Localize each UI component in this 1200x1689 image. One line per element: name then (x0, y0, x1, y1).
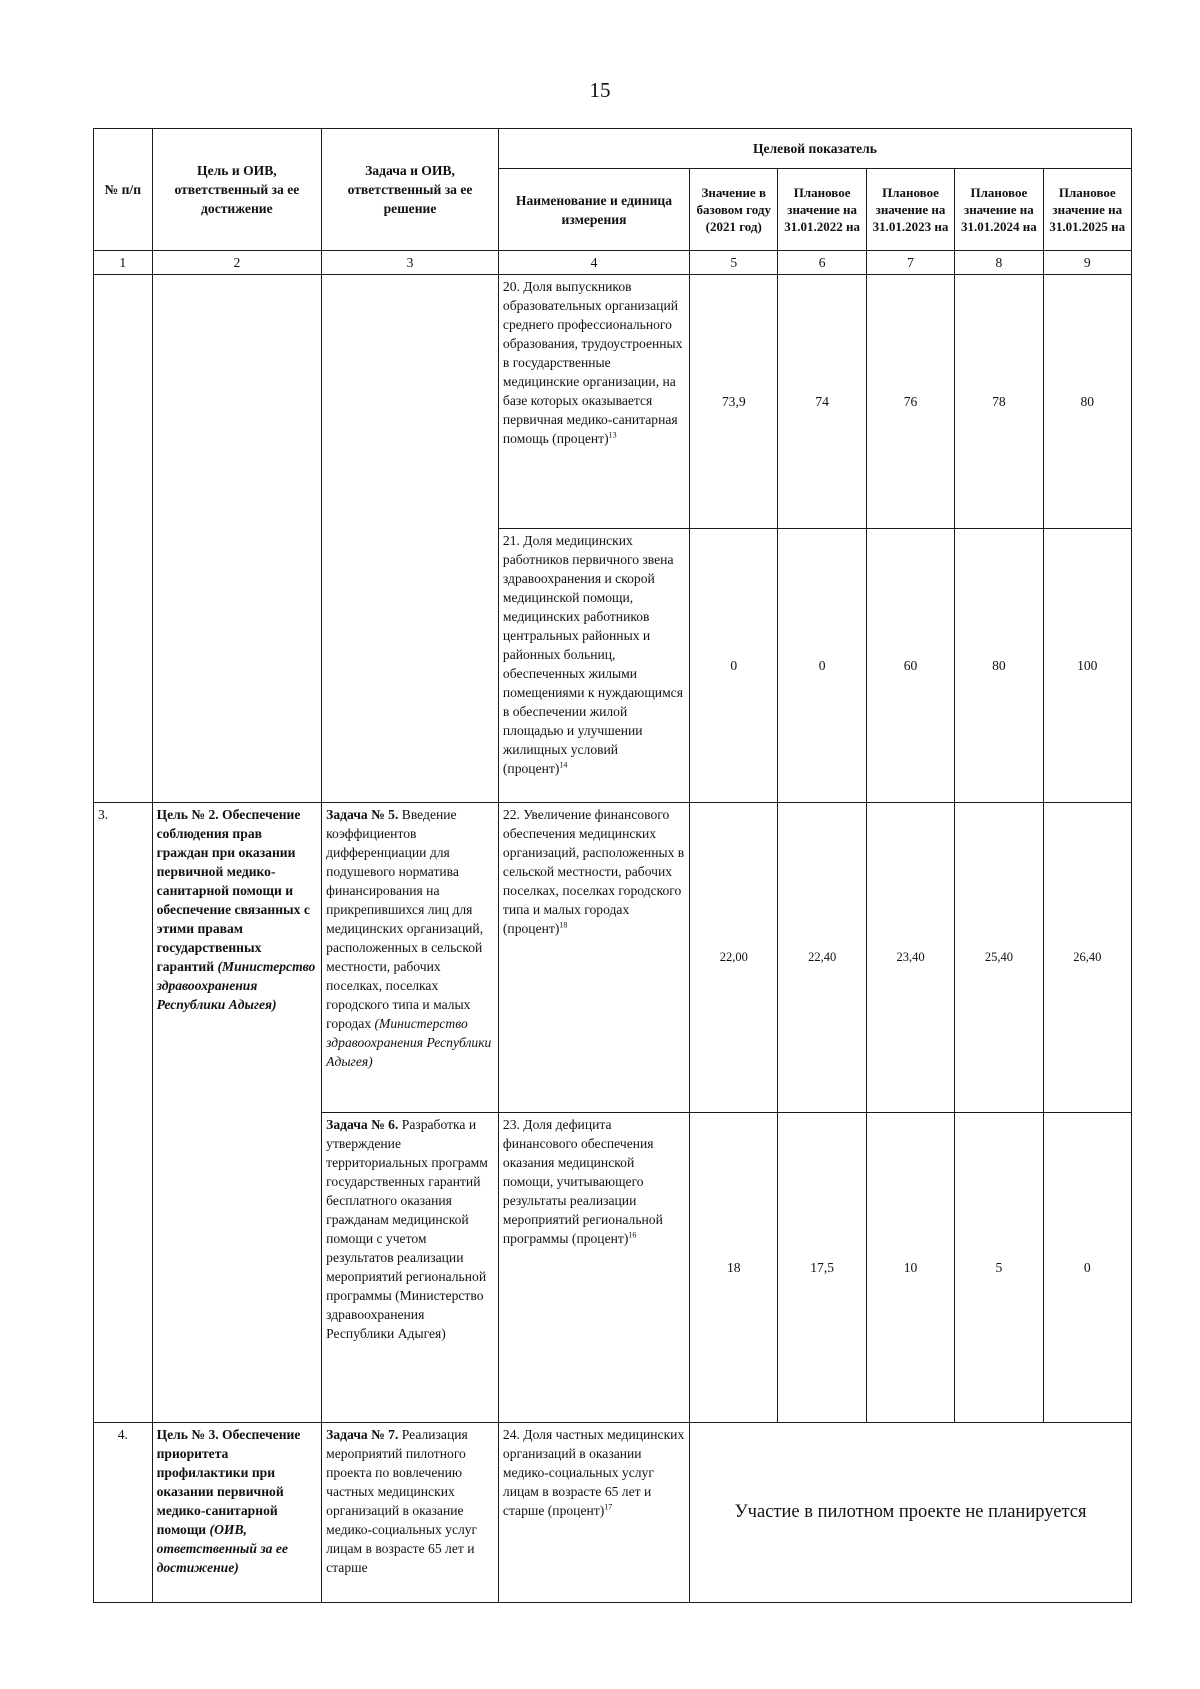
header-goal: Цель и ОИВ, ответственный за ее достижение (152, 129, 322, 251)
table-row (94, 1423, 1132, 1603)
empty-goal-cell (152, 275, 322, 803)
value-base: 73,9 (690, 275, 778, 529)
header-num: № п/п (94, 129, 153, 251)
row-number: 4. (94, 1423, 153, 1603)
task-7-label: Задача № 7. (326, 1427, 399, 1442)
footnote-ref: 18 (559, 920, 568, 930)
goal-3-oiv: (ОИВ, ответственный за ее достижение) (156, 1522, 288, 1575)
value-2022: 0 (778, 529, 866, 803)
column-number: 6 (778, 251, 866, 275)
task-6-cell (322, 1113, 499, 1423)
value-2024: 5 (955, 1113, 1043, 1423)
page-number: 15 (589, 78, 611, 102)
footnote-ref: 16 (628, 1230, 637, 1240)
indicator-22-text: 22. Увеличение финансового обеспечения медицинских организаций, расположенных в сельской местности, рабочих поселках, поселках городского типа и малых городах (процент) (502, 807, 685, 936)
task-5-text: Введение коэффициентов дифференциации для подушевого норматива финансирования на прикрепившихся лиц для медицинских организаций, расположенных в сельской местности, рабочих поселках, поселках городского типа и малых городах (326, 807, 484, 1031)
empty-num-cell (94, 275, 153, 803)
footnote-ref: 13 (608, 430, 617, 440)
value-2023: 10 (866, 1113, 954, 1423)
table-row (94, 275, 1132, 529)
value-2023: 76 (866, 275, 954, 529)
column-number: 4 (498, 251, 689, 275)
header-plan-2023: Плановое значение на 31.01.2023 на (866, 169, 954, 251)
header-plan-2022: Плановое значение на 31.01.2022 на (778, 169, 866, 251)
indicator-24-text: 24. Доля частных медицинских организаций в оказании медико-социальных услуг лицам в возрасте 65 лет и старше (процент) (502, 1427, 685, 1518)
task-7-cell (322, 1423, 499, 1603)
value-base: 22,00 (690, 803, 778, 1113)
value-2025: 80 (1043, 275, 1131, 529)
header-task: Задача и ОИВ, ответственный за ее решение (322, 129, 499, 251)
header-plan-2025: Плановое значение на 31.01.2025 на (1043, 169, 1131, 251)
indicator-20-text: 20. Доля выпускников образовательных организаций среднего профессионального образования, трудоустроенных в государственные медицинские организации, на базе которых оказывается первичная медико-санитарная помощь (процент) (502, 279, 683, 446)
value-2025: 100 (1043, 529, 1131, 803)
goal-3-text: Цель № 3. Обеспечение приоритета профилактики при оказании первичной медико-санитарной помощи (156, 1427, 301, 1537)
column-numbers-row (94, 251, 1132, 275)
goal-2-cell (152, 803, 322, 1423)
indicator-21-cell (498, 529, 689, 803)
task-7-text: Реализация мероприятий пилотного проекта по вовлечению частных медицинских организаций в оказание медико-социальных услуг лицам в возрасте 65 лет и старше (326, 1427, 478, 1575)
indicator-23-text: 23. Доля дефицита финансового обеспечения оказания медицинской помощи, учитывающего результаты реализации мероприятий региональной программы (процент) (502, 1117, 663, 1246)
row-number: 3. (94, 803, 153, 1423)
task-5-label: Задача № 5. (326, 807, 399, 822)
header-plan-2024: Плановое значение на 31.01.2024 на (955, 169, 1043, 251)
column-number: 1 (94, 251, 153, 275)
value-2024: 80 (955, 529, 1043, 803)
value-2025: 26,40 (1043, 803, 1131, 1113)
footnote-ref: 17 (604, 1502, 613, 1512)
column-number: 3 (322, 251, 499, 275)
column-number: 8 (955, 251, 1043, 275)
task-5-oiv: (Министерство здравоохранения Республики Адыгея) (326, 1016, 492, 1069)
value-2023: 60 (866, 529, 954, 803)
table-row (94, 803, 1132, 1113)
value-base: 18 (690, 1113, 778, 1423)
footnote-ref: 14 (559, 760, 568, 770)
indicator-22-cell (498, 803, 689, 1113)
value-2025: 0 (1043, 1113, 1131, 1423)
column-number: 9 (1043, 251, 1131, 275)
value-2023: 23,40 (866, 803, 954, 1113)
value-2024: 25,40 (955, 803, 1043, 1113)
empty-task-cell (322, 275, 499, 803)
pilot-not-planned-note: Участие в пилотном проекте не планируется (690, 1423, 1132, 1603)
value-base: 0 (690, 529, 778, 803)
task-6-text: Разработка и утверждение территориальных программ государственных гарантий бесплатного оказания гражданам медицинской помощи с учетом результатов реализации мероприятий региональной программы (Министерство здравоохранения Республики Адыгея) (326, 1117, 488, 1341)
column-number: 2 (152, 251, 322, 275)
goal-3-cell (152, 1423, 322, 1603)
indicator-20-cell (498, 275, 689, 529)
header-indicator-name: Наименование и единица измерения (498, 169, 689, 251)
value-2024: 78 (955, 275, 1043, 529)
goal-2-text: Цель № 2. Обеспечение соблюдения прав граждан при оказании первичной медико-санитарной помощи и обеспечение связанных с этими правам государственных гарантий (156, 807, 310, 974)
value-2022: 22,40 (778, 803, 866, 1113)
value-2022: 74 (778, 275, 866, 529)
indicator-24-cell (498, 1423, 689, 1603)
column-number: 7 (866, 251, 954, 275)
header-target-indicator: Целевой показатель (498, 129, 1131, 169)
task-6-label: Задача № 6. (326, 1117, 399, 1132)
column-number: 5 (690, 251, 778, 275)
task-5-cell (322, 803, 499, 1113)
goal-2-oiv: (Министерство здравоохранения Республики Адыгея) (156, 959, 316, 1012)
target-indicators-table (93, 128, 1132, 1603)
header-base-value: Значение в базовом году (2021 год) (690, 169, 778, 251)
value-2022: 17,5 (778, 1113, 866, 1423)
indicator-23-cell (498, 1113, 689, 1423)
indicator-21-text: 21. Доля медицинских работников первичного звена здравоохранения и скорой медицинской помощи, медицинских работников центральных районных и районных больниц, обеспеченных жилыми помещениями к нуждающимся в обеспечении жилой площадью и улучшении жилищных условий (процент) (502, 533, 683, 776)
